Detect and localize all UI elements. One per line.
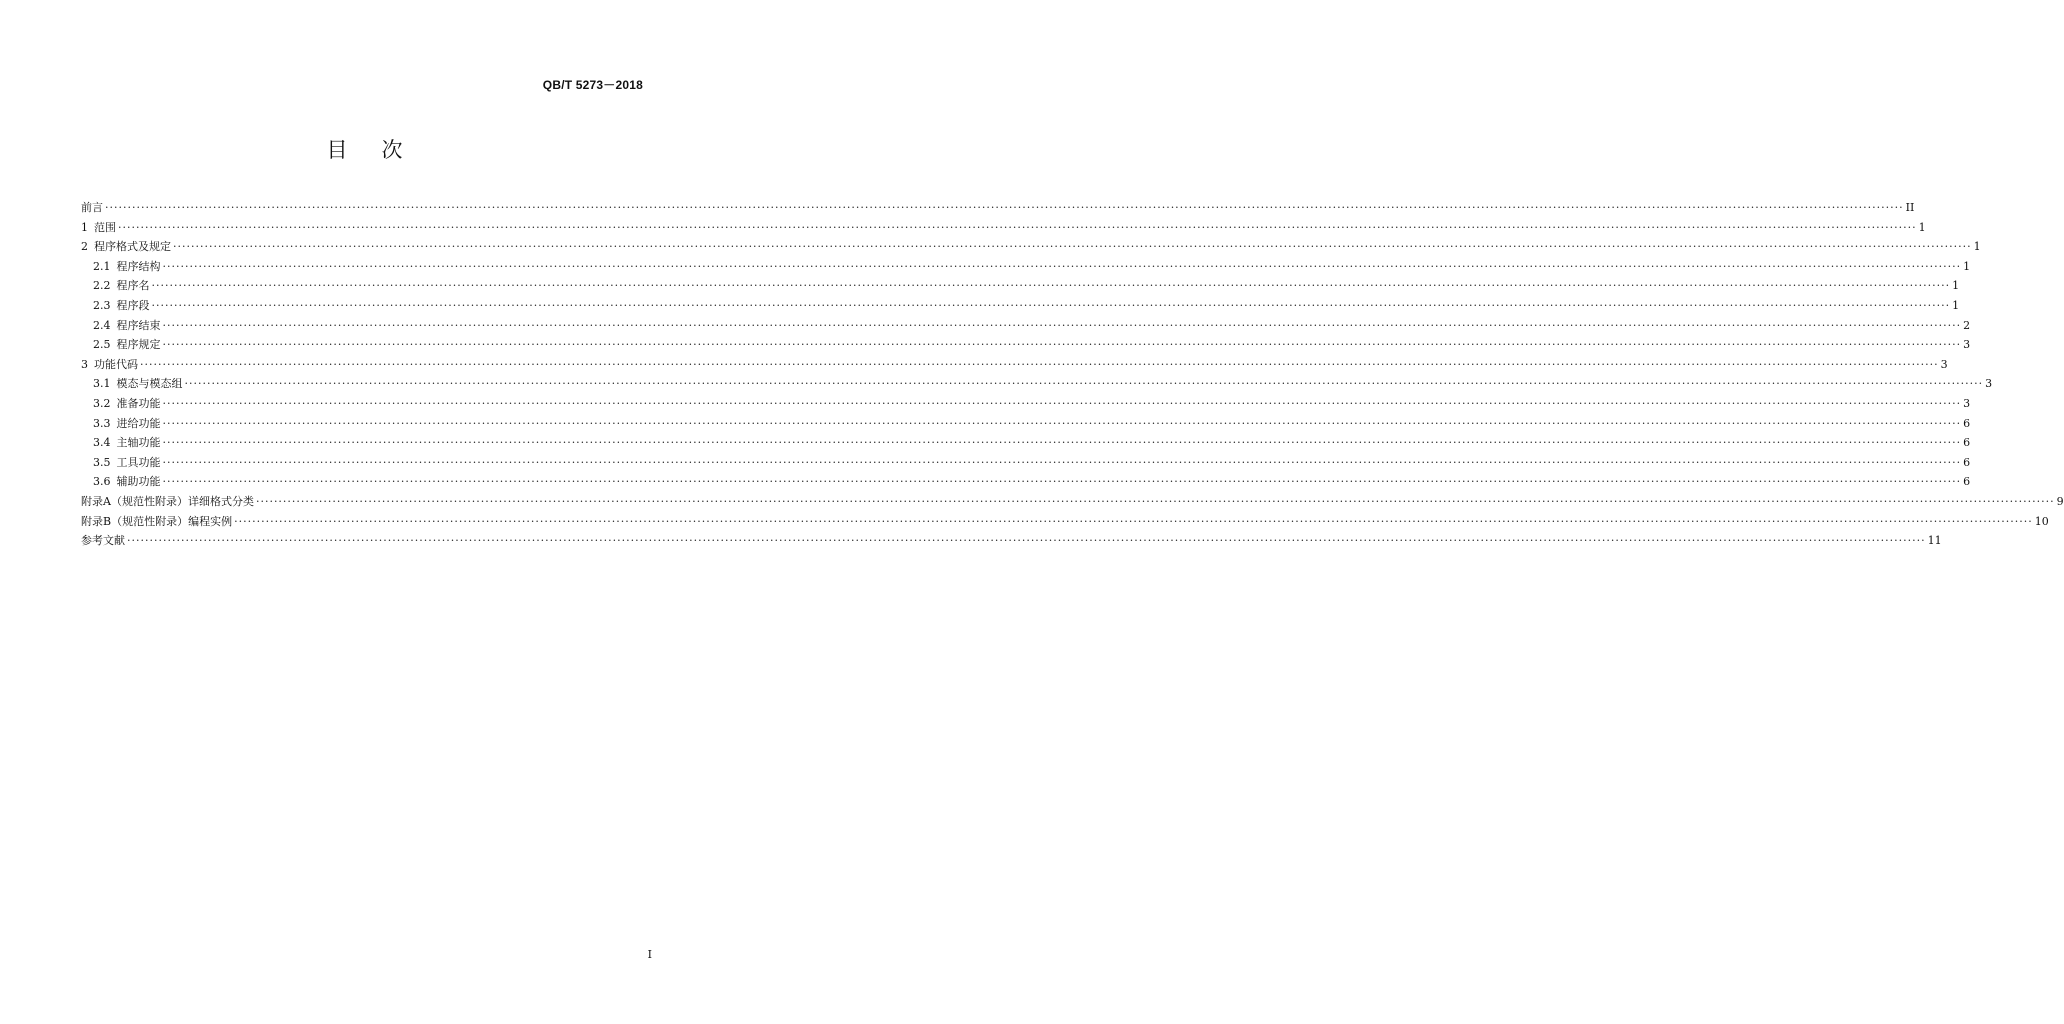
toc-entry-title: 前言 <box>81 201 103 214</box>
toc-entry-title: 附录B（规范性附录）编程实例 <box>81 514 233 528</box>
dot-leader: ················································································································································································································································································································································································································ <box>162 396 1962 410</box>
toc-entry[interactable] <box>81 512 2049 532</box>
toc-entry-title: 主轴功能 <box>116 436 161 450</box>
toc-entry-number: 2.4 <box>93 318 111 332</box>
toc-entry-number: 2.1 <box>93 259 111 273</box>
dot-leader: ················································································································································································································································································································································································································ <box>105 201 1904 214</box>
toc-entry-number: 3.5 <box>93 455 111 469</box>
toc-entry[interactable] <box>81 335 1971 355</box>
toc-entry[interactable] <box>81 316 1971 336</box>
dot-leader: ················································································································································································································································································································································································································ <box>162 475 1962 489</box>
toc-entry-page: 6 <box>1963 416 1971 430</box>
toc-entry-title: 附录A（规范性附录）详细格式分类 <box>81 494 254 508</box>
toc-entry-page: 6 <box>1963 455 1971 469</box>
toc-entry[interactable] <box>81 414 1971 434</box>
toc-entry-number: 3.6 <box>93 475 111 489</box>
toc-entry-title: 进给功能 <box>116 416 161 430</box>
toc-entry-number: 3 <box>81 357 88 371</box>
dot-leader: ················································································································································································································································································································································································································ <box>162 338 1962 352</box>
toc-entry-page: 1 <box>1973 240 1981 254</box>
toc-entry-page: 3 <box>1963 396 1971 410</box>
dot-leader: ················································································································································································································································································································································································································ <box>162 436 1962 450</box>
toc-entry-number: 2.5 <box>93 338 111 352</box>
toc-entry[interactable] <box>81 237 1981 257</box>
dot-leader: ················································································································································································································································································································································································································ <box>140 357 1939 371</box>
toc-entry[interactable] <box>81 276 1960 296</box>
toc-entry-page: 1 <box>1918 220 1926 234</box>
toc-entry[interactable] <box>81 374 1993 394</box>
toc-entry-number: 3.4 <box>93 436 111 450</box>
toc-entry-title: 模态与模态组 <box>116 377 183 391</box>
toc-entry-page: 3 <box>1963 338 1971 352</box>
toc-entry[interactable] <box>81 492 2064 512</box>
toc-entry[interactable] <box>81 531 1942 551</box>
dot-leader: ················································································································································································································································································································································································································ <box>118 220 1917 234</box>
toc-entry-page: 9 <box>2056 494 2064 508</box>
table-of-contents <box>81 198 2064 551</box>
dot-leader: ················································································································································································································································································································································································································ <box>162 259 1962 273</box>
toc-entry[interactable] <box>81 218 1926 238</box>
toc-entry-title: 工具功能 <box>116 455 161 469</box>
dot-leader: ················································································································································································································································································································································································································ <box>234 514 2033 528</box>
toc-entry-title: 准备功能 <box>116 396 161 410</box>
toc-entry-page: 11 <box>1927 534 1942 548</box>
toc-entry-number: 3.2 <box>93 396 111 410</box>
dot-leader: ················································································································································································································································································································································································································ <box>173 240 1972 254</box>
toc-entry-title: 程序段 <box>116 298 150 312</box>
dot-leader: ················································································································································································································································································································································································································ <box>255 494 2055 508</box>
dot-leader: ················································································································································································································································································································································································································ <box>151 279 1951 293</box>
toc-entry-title: 程序格式及规定 <box>94 240 171 254</box>
dot-leader: ················································································································································································································································································································································································································ <box>127 534 1926 548</box>
toc-entry-page: 1 <box>1963 259 1971 273</box>
toc-entry-number: 2.3 <box>93 298 111 312</box>
dot-leader: ················································································································································································································································································································································································································ <box>162 318 1962 332</box>
toc-entry-page: 6 <box>1963 436 1971 450</box>
toc-entry-page: 10 <box>2034 514 2049 528</box>
toc-entry-number: 1 <box>81 220 88 234</box>
toc-entry-title: 程序规定 <box>116 338 161 352</box>
toc-entry-number: 3.1 <box>93 377 111 391</box>
toc-entry[interactable] <box>81 394 1971 414</box>
toc-entry-page: II <box>1905 201 1915 214</box>
toc-entry[interactable] <box>81 355 1948 375</box>
toc-entry[interactable] <box>81 433 1971 453</box>
toc-entry[interactable] <box>81 472 1971 492</box>
toc-title: 目次 <box>326 138 437 162</box>
dot-leader: ················································································································································································································································································································································································································ <box>184 377 1984 391</box>
toc-entry[interactable] <box>81 453 1971 473</box>
toc-entry-number: 2.2 <box>93 279 111 293</box>
toc-entry[interactable] <box>81 198 1915 218</box>
toc-entry-page: 3 <box>1940 357 1948 371</box>
toc-entry-title: 辅助功能 <box>116 475 161 489</box>
toc-entry-title: 功能代码 <box>94 357 138 371</box>
toc-entry-title: 参考文献 <box>81 534 125 548</box>
dot-leader: ················································································································································································································································································································································································································ <box>162 455 1962 469</box>
toc-entry[interactable] <box>81 296 1960 316</box>
toc-entry[interactable] <box>81 257 1971 277</box>
toc-entry-title: 程序结构 <box>116 259 161 273</box>
toc-entry-title: 范围 <box>94 220 116 234</box>
standard-code: QB/T 5273－2018 <box>542 78 643 92</box>
toc-entry-page: 3 <box>1985 377 1993 391</box>
toc-entry-page: 1 <box>1952 279 1960 293</box>
toc-entry-page: 6 <box>1963 475 1971 489</box>
toc-entry-page: 1 <box>1952 298 1960 312</box>
toc-entry-number: 2 <box>81 240 88 254</box>
page-number: I <box>647 948 652 961</box>
toc-entry-page: 2 <box>1963 318 1971 332</box>
toc-entry-number: 3.3 <box>93 416 111 430</box>
dot-leader: ················································································································································································································································································································································································································ <box>162 416 1962 430</box>
dot-leader: ················································································································································································································································································································································································································ <box>151 298 1951 312</box>
toc-entry-title: 程序名 <box>116 279 150 293</box>
toc-entry-title: 程序结束 <box>116 318 161 332</box>
